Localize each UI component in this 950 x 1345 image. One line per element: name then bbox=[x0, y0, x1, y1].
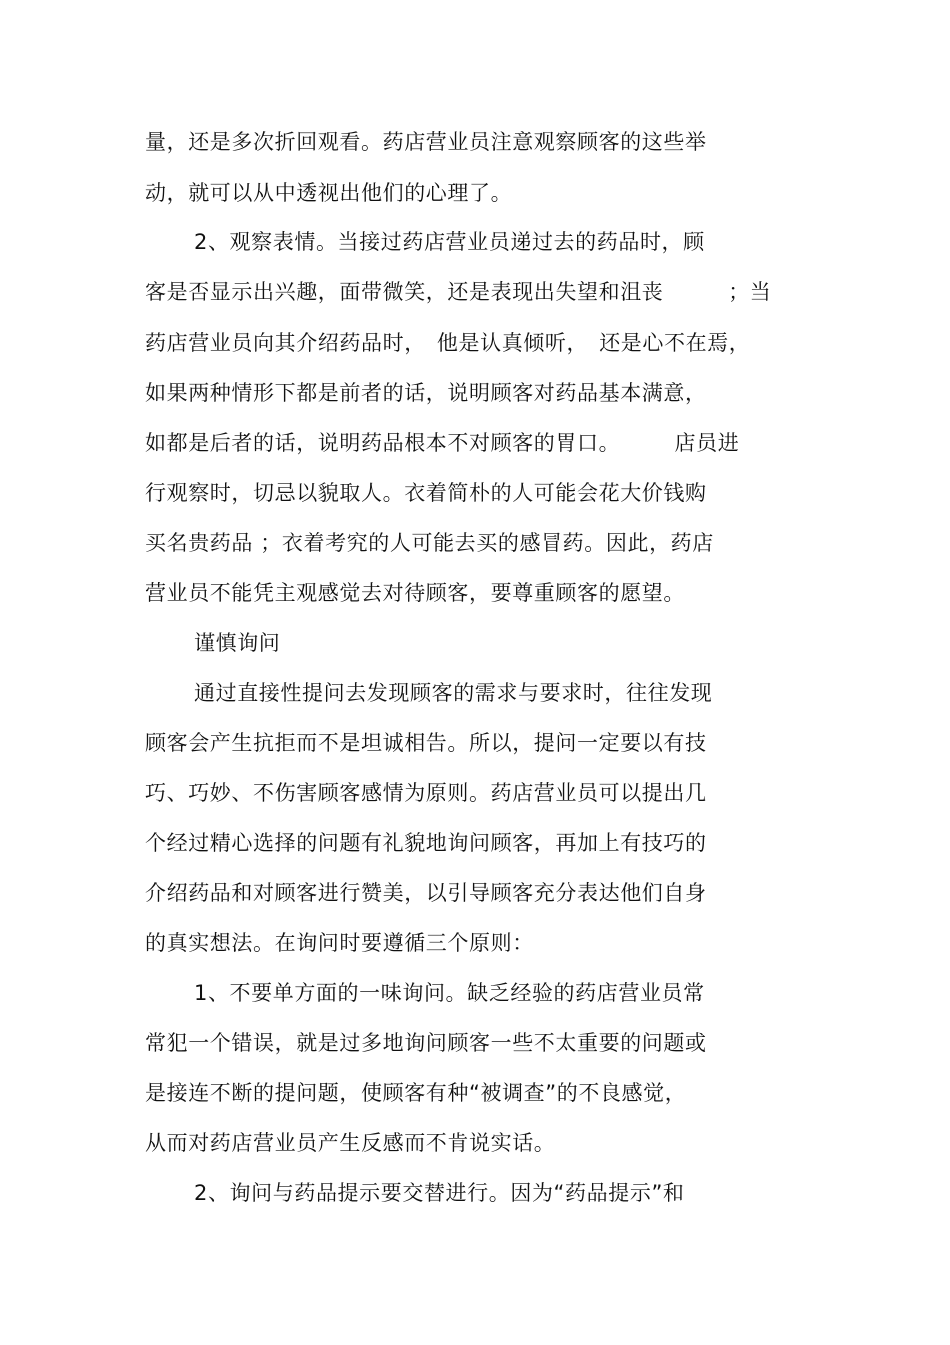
text-line: 从而对药店营业员产生反感而不肯说实话。 bbox=[145, 1131, 556, 1155]
text-line: 巧、巧妙、不伤害顾客感情为原则。药店营业员可以提出几 bbox=[145, 781, 707, 805]
section-heading: 谨慎询问 bbox=[194, 631, 281, 655]
text-line: 是接连不断的提问题，使顾客有种“被调查”的不良感觉， bbox=[145, 1081, 687, 1105]
text-line: 常犯一个错误，就是过多地询问顾客一些不太重要的问题或 bbox=[145, 1031, 707, 1055]
text-line: 客是否显示出兴趣，面带微笑，还是表现出失望和沮丧 ；当 bbox=[145, 280, 772, 304]
text-line: 的真实想法。在询问时要遵循三个原则： bbox=[145, 931, 534, 955]
text-line: 如都是后者的话，说明药品根本不对顾客的胃口。 店员进 bbox=[145, 431, 740, 455]
text-line: 营业员不能凭主观感觉去对待顾客，要尊重顾客的愿望。 bbox=[145, 581, 685, 605]
text-line: 个经过精心选择的问题有礼貌地询问顾客，再加上有技巧的 bbox=[145, 831, 707, 855]
text-line: 1、不要单方面的一味询问。缺乏经验的药店营业员常 bbox=[194, 981, 705, 1005]
text-line: 量，还是多次折回观看。药店营业员注意观察顾客的这些举 bbox=[145, 130, 707, 154]
text-line: 买名贵药品 ；衣着考究的人可能去买的感冒药。因此，药店 bbox=[145, 531, 714, 555]
text-line: 药店营业员向其介绍药品时， 他是认真倾听， 还是心不在焉， bbox=[145, 331, 751, 355]
text-line: 2、观察表情。当接过药店营业员递过去的药品时，顾 bbox=[194, 230, 705, 254]
text-line: 如果两种情形下都是前者的话，说明顾客对药品基本满意， bbox=[145, 381, 707, 405]
text-line: 2、询问与药品提示要交替进行。因为“药品提示”和 bbox=[194, 1181, 685, 1205]
text-line: 顾客会产生抗拒而不是坦诚相告。所以，提问一定要以有技 bbox=[145, 731, 707, 755]
text-line: 介绍药品和对顾客进行赞美，以引导顾客充分表达他们自身 bbox=[145, 881, 707, 905]
text-line: 行观察时，切忌以貌取人。衣着简朴的人可能会花大价钱购 bbox=[145, 481, 707, 505]
text-line: 通过直接性提问去发现顾客的需求与要求时，往往发现 bbox=[194, 681, 713, 705]
text-line: 动，就可以从中透视出他们的心理了。 bbox=[145, 181, 513, 205]
